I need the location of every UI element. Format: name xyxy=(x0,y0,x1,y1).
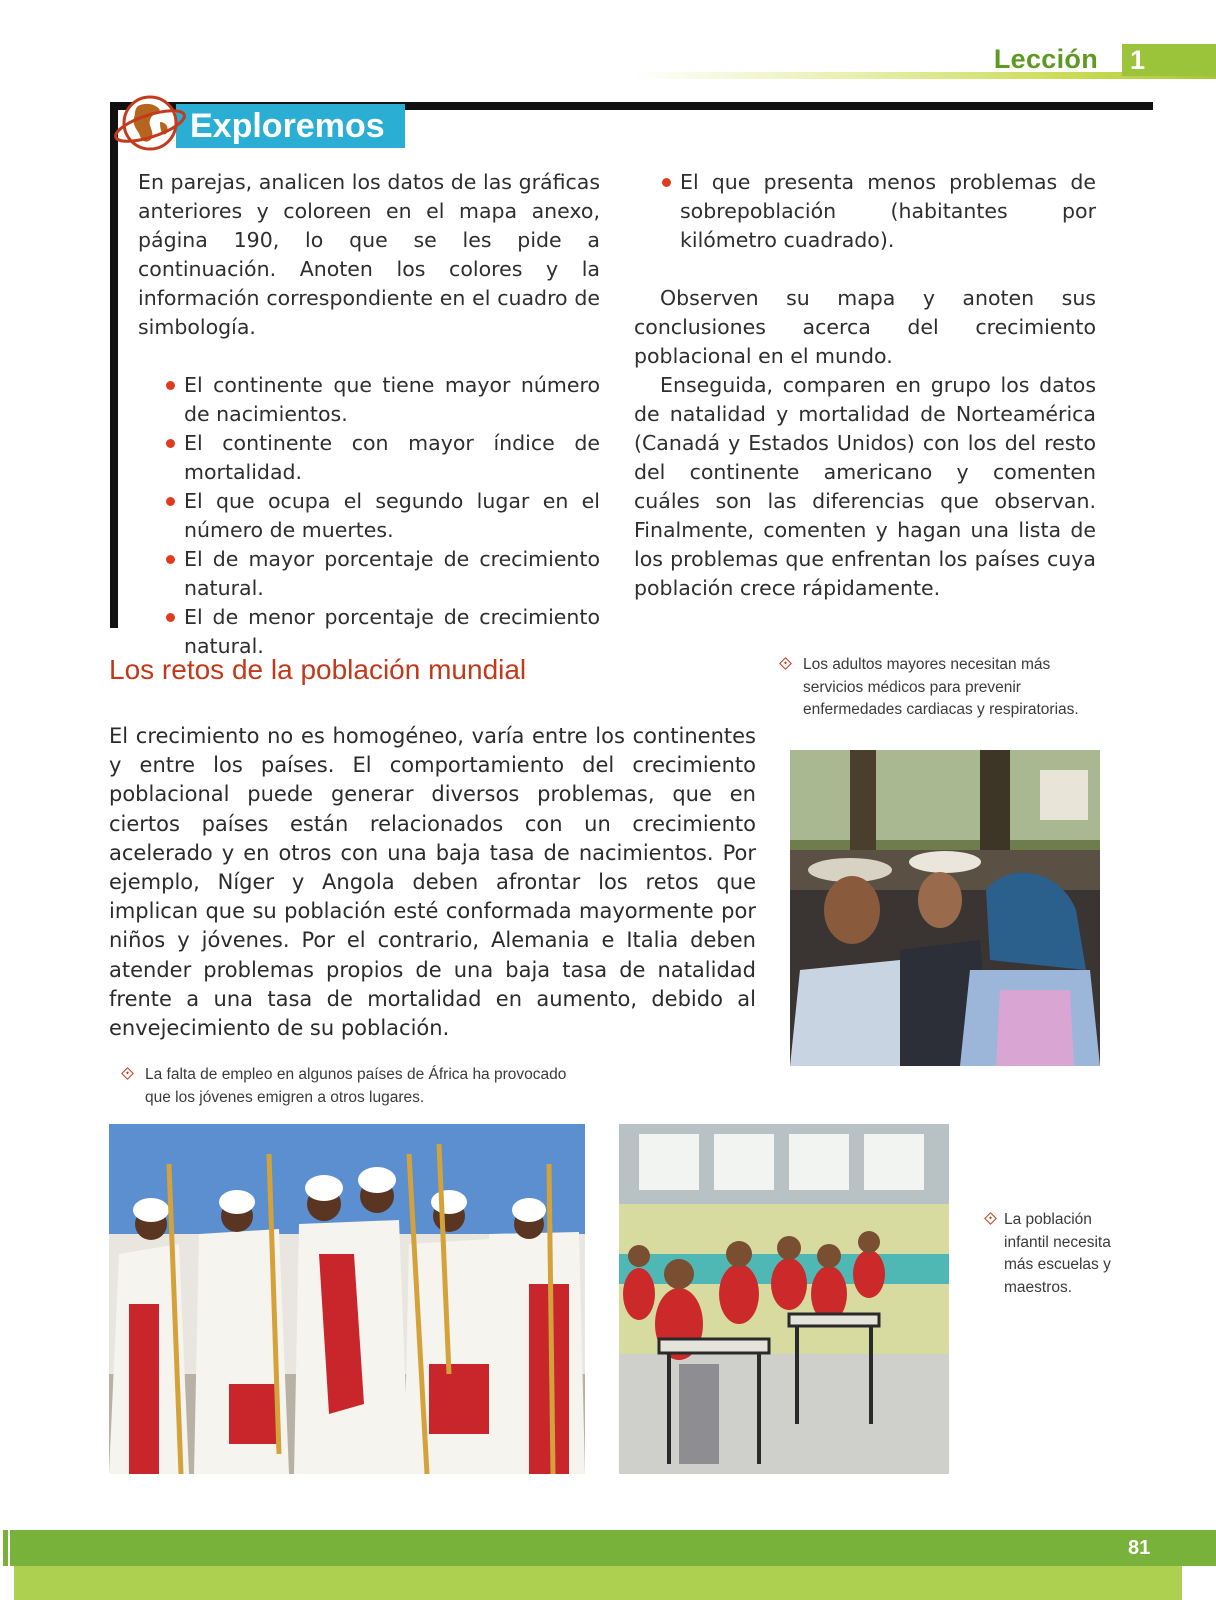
footer-left-stripe xyxy=(0,1530,3,1600)
caption-bullet-icon xyxy=(984,1212,997,1225)
list-item: El que presenta menos problemas de sobrepoblación (habitantes por kilómetro cuadrado). xyxy=(660,168,1096,255)
explore-title: Exploremos xyxy=(190,107,385,145)
footer-bar-light xyxy=(14,1566,1182,1600)
caption-text: La falta de empleo en algunos países de África ha provocado que los jóvenes emigren a otros lugares. xyxy=(145,1066,567,1106)
caption-text: La población infantil necesita más escuelas y maestros. xyxy=(1004,1211,1111,1296)
explore-paragraph-2: Enseguida, comparen en grupo los datos de natalidad y mortalidad de Norteamérica (Canadá y Estados Unidos) con los del resto del continente americano y comenten cuáles son las diferencias que observan. Finalmente, comenten y hagan una lista de los problemas que enfrentan los países cuya población crece rápidamente. xyxy=(634,373,1096,600)
list-item: El continente con mayor índice de mortalidad. xyxy=(164,429,600,487)
footer-left-stripe xyxy=(8,1530,10,1600)
photo-elderly-crowd xyxy=(790,750,1100,1066)
footer-gap xyxy=(1182,1566,1216,1600)
caption-bullet-icon xyxy=(779,657,792,670)
explore-box-left-border xyxy=(110,102,118,628)
explore-left-column xyxy=(138,168,600,661)
section-body: El crecimiento no es homogéneo, varía entre los continentes y entre los países. El comportamiento del crecimiento poblacional puede generar diversos problemas, que en ciertos países están relacionados con un crecimiento acelerado y en otros con una baja tasa de nacimientos. Por ejemplo, Níger y Angola deben afrontar los retos que implican que su población esté conformada mayormente por niños y jóvenes. Por el contrario, Alemania e Italia deben atender problemas propios de una baja tasa de natalidad frente a una tasa de mortalidad en aumento, debido al envejecimiento de su población. xyxy=(109,724,756,1041)
list-item: El que ocupa el segundo lugar en el número de muertes. xyxy=(164,487,600,545)
photo-classroom xyxy=(619,1124,949,1474)
lesson-label: Lección xyxy=(993,44,1098,74)
explore-right-column xyxy=(634,168,1096,603)
footer-bar xyxy=(0,1530,1216,1566)
caption-elders xyxy=(781,654,1101,722)
list-item: El de mayor porcentaje de crecimiento natural. xyxy=(164,545,600,603)
explore-paragraph-1: Observen su mapa y anoten sus conclusiones acerca del crecimiento poblacional en el mundo. xyxy=(634,286,1096,368)
lesson-number: 1 xyxy=(1122,44,1216,76)
explore-bullet-list-continued xyxy=(660,168,1096,255)
page-number: 81 xyxy=(1128,1537,1151,1559)
section-heading: Los retos de la población mundial xyxy=(109,654,527,685)
explore-intro: En parejas, analicen los datos de las gráficas anteriores y coloreen en el mapa anexo, página 190, lo que se les pide a continuación. Anoten los colores y la información correspondiente en el cuadro de simbología. xyxy=(138,170,600,339)
explore-bullet-list xyxy=(164,371,600,661)
list-item: El de menor porcentaje de crecimiento natural. xyxy=(164,603,600,661)
caption-classroom xyxy=(986,1209,1116,1299)
list-item: El continente que tiene mayor número de nacimientos. xyxy=(164,371,600,429)
caption-africa xyxy=(123,1064,593,1109)
photo-african-procession xyxy=(109,1124,585,1474)
caption-bullet-icon xyxy=(121,1067,134,1080)
caption-text: Los adultos mayores necesitan más servicios médicos para prevenir enfermedades cardiacas y respiratorias. xyxy=(803,656,1079,718)
globe-icon xyxy=(112,92,188,154)
